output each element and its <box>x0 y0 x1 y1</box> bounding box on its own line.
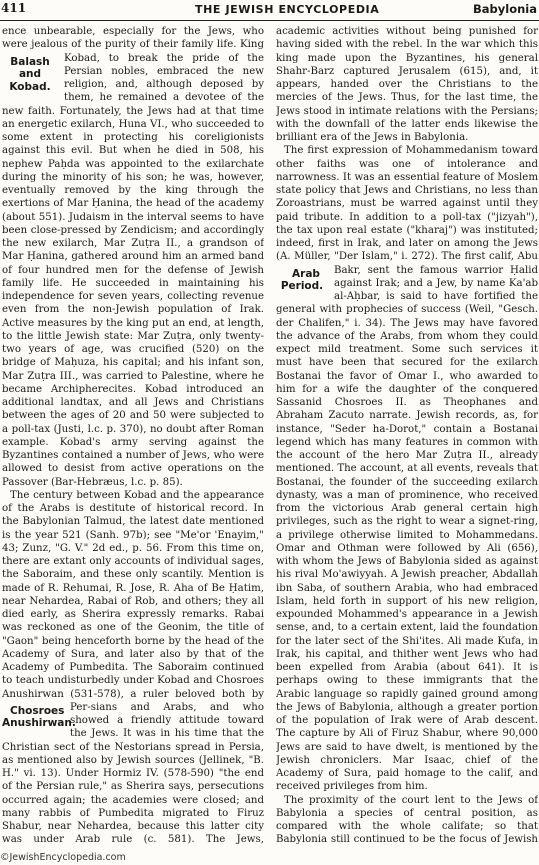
text-run: sians and Arabs, and who showed a friendly attitude toward the Jews. It was in his time that the Christian sect of the Nestorians spread in Persia, as mentioned also by Jewish sources (Jellinek, "B. H." vi. 13). Under Hormiz IV. (578-590) "the end of the Persian rule," as Sherira says, persecutions occurred again; the academies were closed; and many rabbis of Pumbedita migrated to Firuz Shabur, near Nehardea, because this latter city was under Arab rule (c. 581). The Jews, <box>2 701 264 846</box>
right-column <box>276 25 538 848</box>
running-title: THE JEWISH ENCYCLOPEDIA <box>195 3 380 16</box>
paragraph <box>2 489 264 848</box>
paragraph <box>2 25 264 489</box>
text-run: The century between Kobad and the appearance of the Arabs is destitute of historical record. In the Babylonian Talmud, the latest date mentioned is the year 521 (Sanh. 97b); see "Me'or 'Enayim," 43; Zunz, "G. V." 2d ed., p. 56. From this time on, there are extant only accounts of individual sages, the Saboraim, and these only scantily. Mention is made of R. Rehumai, R. Jose, R. Aha of Be Ḥatim, near Nehardea, Rabai of Rob, and others; they all died early, as Sherira expressly remarks. Rabai was reckoned as one of the Geonim, the title of "Gaon" being henceforth borne by the head of the Academy of Sura, and later also by that of the Academy of Pumbedita. The Saboraim continued to teach undisturbedly under Kobad and Chosroes Anushirwan (531-578), a ruler beloved both by Per- <box>2 489 264 713</box>
header-rule <box>0 20 539 21</box>
side-heading-chosroes-anushirwan: Chosroes Anushirwan. <box>2 704 76 730</box>
left-column <box>2 25 264 848</box>
text-run: Bakr, sent the famous warrior Ḥalid against Irak; and a Jew, by name Ka'ab al-Aḥbar, is said to have fortified the general with prophecies of success (Weil, "Gesch. der Chalifen," i. 34). The Jews may have favored the advance of the Arabs, from whom they could expect mild treatment. Some such services it must have been that secured for the exilarch Bostanai the favor of Omar I., who awarded to him for a wife the daughter of the conquered Sassanid Chosroes II. as Theophanes and Abraham Zacuto narrate. Jewish records, as, for instance, "Seder ha-Dorot," contain a Bostanai legend which has many features in common with the account of the hero Mar Zuṭra II., already mentioned. The account, at all events, reveals that Bostanai, the founder of the succeeding exilarch dynasty, was a man of prominence, who received from the victorious Arab general certain high privileges, such as the right to wear a signet-ring, a privilege otherwise limited to Mohammedans. Omar and Othman were followed by Ali (656), with whom the Jews of Babylonia sided as against his rival Mo'awiyyah. A Jewish preacher, Abdallah ibn Saba, of southern Arabia, who had embraced Islam, held forth in support of his new religion, expounded Mohammed's appearance in a Jewish sense, and, to a certain extent, laid the foundation for the later sect of the Shi'ites. Ali made Kufa, in Irak, his capital, and thither went Jews who had been expelled from Arabia (about 641). It is perhaps owing to these immigrants that the Arabic language so rapidly gained ground among the Jews of Babylonia, although a greater portion of the population of Irak were of Arab descent. The capture by Ali of Firuz Shabur, where 90,000 Jews are said to have dwelt, is mentioned by the Jewish chroniclers. Mar Isaac, chief of the Academy of Sura, paid homage to the calif, and received privileges from him. <box>276 264 538 793</box>
paragraph <box>276 25 538 144</box>
text-run: ence unbearable, especially for the Jews, who were jealous of the purity of their family life. King <box>2 26 264 51</box>
paragraph <box>276 794 538 849</box>
copyright-footer: ©JewishEncyclopedia.com <box>0 852 126 863</box>
text-run: Kobad, to break the pride of the Persian nobles, embraced the new religion, and, although deposed by them, he remained a devotee of the new faith. Fortunately, the Jews had at that time an energetic exilarch, Huna VI., who succeeded to some extent in protecting his coreligionists against this evil. But when he died in 508, his nephew Paḥda was appointed to the exilarchate during the minority of his son; he was, however, eventually removed by the king through the exertions of Mar Ḥanina, the head of the academy (about 551). Judaism in the interval seems to have been close-pressed by Zendicism; and accordingly the new exilarch, Mar Zuṭra II., a grandson of Mar Ḥanina, gathered around him an armed band of four hundred men for the defense of Jewish family life. He succeeded in maintaining his independence for seven years, collecting revenue even from the non-Jewish population of Irak. Active measures by the king put an end, at length, to the little Jewish state: Mar Zuṭra, only twenty-two years of age, was crucified (520) on the bridge of Maḥuza, his capital; and his infant son, Mar Zuṭra III., was carried to Palestine, where he became Archipherecites. Kobad introduced an additional landtax, and all Jews and Christians between the ages of 20 and 50 were subjected to a poll-tax (Justi, l.c. p. 370), no doubt after Roman example. Kobad's army serving against the Byzantines contained a number of Jews, who were allowed to desist from active operations on the Passover (Bar-Hebræus, l.c. p. 85). <box>2 52 264 488</box>
side-heading-balash-kobad: Balash and Kobad. <box>9 55 51 93</box>
page-number: 411 <box>1 1 27 15</box>
paragraph <box>276 144 538 793</box>
headword: Babylonia <box>473 2 537 16</box>
text-run: The first expression of Mohammedanism toward other faiths was one of intolerance and narrowness. It was an essential feature of Moslem state policy that Jews and Christians, no less than Zoroastrians, must be warred against until they paid tribute. In addition to a poll-tax ("jizyah"), the tax upon real estate ("kharaj") was instituted; indeed, first in Irak, and later on among the Jews (A. Müller, "Der Islam," i. 272). The first calif, Abu <box>276 145 538 263</box>
text-run: The proximity of the court lent to the Jews of Babylonia a species of central position, as compared with the whole califate; so that Babylonia still continued to be the focus of Jewish <box>276 794 538 846</box>
side-heading-arab-period: Arab Period. <box>280 267 324 292</box>
text-run: academic activities without being punished for having sided with the rebel. In the war which this king made upon the Byzantines, his general Shahr-Barz captured Jerusalem (615), and, it appears, handed over the Christians to the mercies of the Jews. Thus, for the last time, the Jews stood in intimate relations with the Persians; with the downfall of the latter ends likewise the brilliant era of the Jews in Babylonia. <box>276 26 538 143</box>
page-header <box>0 0 539 22</box>
